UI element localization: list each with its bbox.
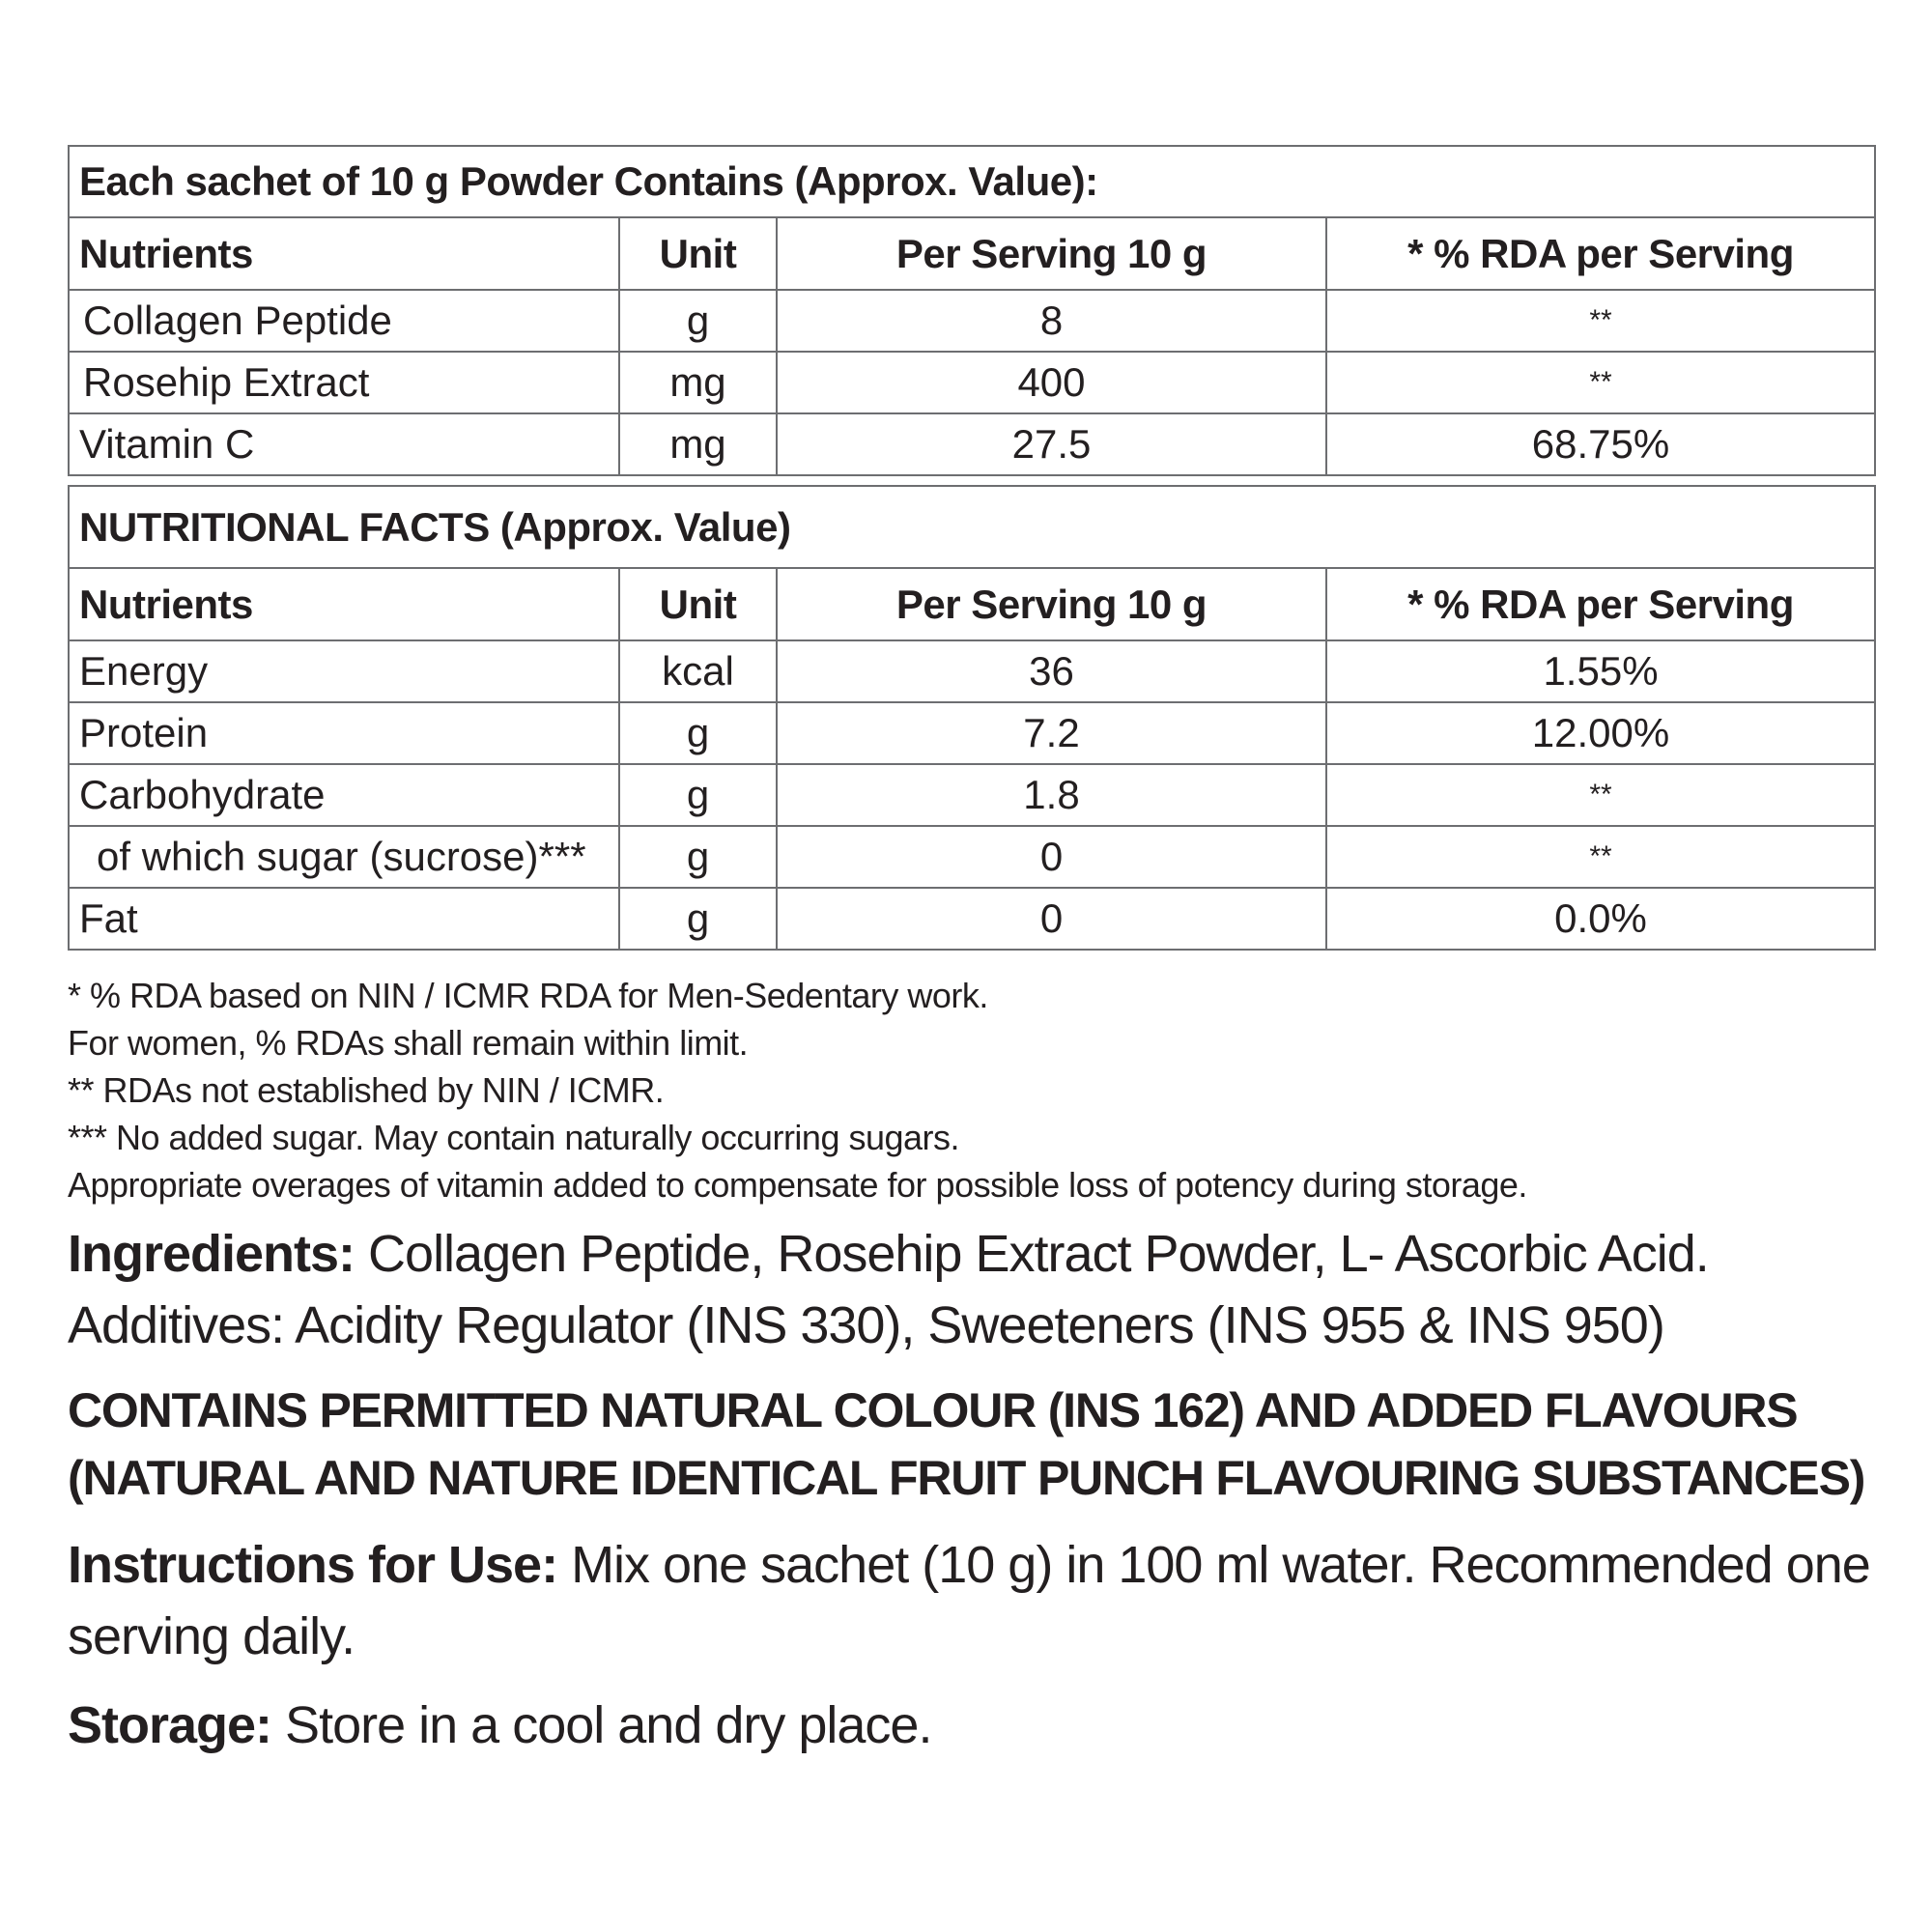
- instructions-label: Instructions for Use:: [68, 1536, 558, 1594]
- instructions-text: Mix one sachet (10 g) in 100 ml water. Recommended one serving daily.: [68, 1536, 1870, 1665]
- sachet-contents-title: Each sachet of 10 g Powder Contains (Approx. Value):: [69, 146, 1875, 217]
- table-row: [69, 826, 1875, 888]
- col-header-unit: Unit: [619, 568, 777, 640]
- footnote-rda-basis: * % RDA based on NIN / ICMR RDA for Men-Sedentary work.: [68, 976, 988, 1015]
- nutrient-rda: **: [1326, 764, 1875, 826]
- nutrient-name: Carbohydrate: [69, 764, 619, 826]
- footnote-no-added-sugar: *** No added sugar. May contain naturally occurring sugars.: [68, 1118, 960, 1157]
- instructions-section: [68, 1529, 1932, 1672]
- additives-text: Additives: Acidity Regulator (INS 330), Sweeteners (INS 955 & INS 950): [68, 1296, 1664, 1354]
- table-row: [69, 702, 1875, 764]
- nutrient-rda: 68.75%: [1326, 413, 1875, 475]
- nutrient-amount: 36: [777, 640, 1326, 702]
- nutrient-amount: 27.5: [777, 413, 1326, 475]
- storage-section: [68, 1690, 1874, 1761]
- nutrient-name: of which sugar (sucrose)***: [69, 826, 619, 888]
- colour-flavour-statement: [68, 1377, 1874, 1512]
- nutrient-rda: **: [1326, 290, 1875, 352]
- nutrient-name: Rosehip Extract: [69, 352, 619, 413]
- colour-statement-line1: CONTAINS PERMITTED NATURAL COLOUR (INS 162) AND ADDED FLAVOURS: [68, 1383, 1798, 1437]
- label-content: [68, 145, 1874, 1761]
- sachet-contents-table: [68, 145, 1876, 476]
- col-header-unit: Unit: [619, 217, 777, 290]
- footnote-overages: Appropriate overages of vitamin added to compensate for possible loss of potency during storage.: [68, 1165, 1527, 1205]
- table-row: [69, 352, 1875, 413]
- nutrient-amount: 7.2: [777, 702, 1326, 764]
- nutrient-amount: 0: [777, 826, 1326, 888]
- nutrient-name: Energy: [69, 640, 619, 702]
- col-header-rda: * % RDA per Serving: [1326, 217, 1875, 290]
- nutrient-amount: 8: [777, 290, 1326, 352]
- footnote-rda-not-established: ** RDAs not established by NIN / ICMR.: [68, 1070, 665, 1110]
- nutrient-name: Fat: [69, 888, 619, 950]
- nutrient-unit: kcal: [619, 640, 777, 702]
- col-header-rda: * % RDA per Serving: [1326, 568, 1875, 640]
- colour-statement-line2: (NATURAL AND NATURE IDENTICAL FRUIT PUNCH FLAVOURING SUBSTANCES): [68, 1451, 1865, 1505]
- col-header-nutrients: Nutrients: [69, 568, 619, 640]
- nutrient-unit: g: [619, 888, 777, 950]
- nutrient-amount: 400: [777, 352, 1326, 413]
- table-row: [69, 290, 1875, 352]
- col-header-per-serving: Per Serving 10 g: [777, 217, 1326, 290]
- nutrient-unit: g: [619, 290, 777, 352]
- nutrient-rda: 1.55%: [1326, 640, 1875, 702]
- storage-label: Storage:: [68, 1696, 272, 1754]
- footnote-women: For women, % RDAs shall remain within limit.: [68, 1023, 749, 1063]
- nutritional-facts-table: [68, 485, 1876, 951]
- nutritional-facts-title: NUTRITIONAL FACTS (Approx. Value): [69, 486, 1875, 568]
- footnotes: [68, 972, 1874, 1208]
- nutrient-rda: 0.0%: [1326, 888, 1875, 950]
- nutrient-amount: 0: [777, 888, 1326, 950]
- nutrient-unit: mg: [619, 413, 777, 475]
- nutrient-unit: mg: [619, 352, 777, 413]
- col-header-nutrients: Nutrients: [69, 217, 619, 290]
- table-row: [69, 764, 1875, 826]
- table-row: [69, 888, 1875, 950]
- nutrient-rda: 12.00%: [1326, 702, 1875, 764]
- storage-text: Store in a cool and dry place.: [271, 1696, 932, 1754]
- nutrient-rda: **: [1326, 352, 1875, 413]
- nutrient-name: Vitamin C: [69, 413, 619, 475]
- table-row: [69, 640, 1875, 702]
- ingredients-label: Ingredients:: [68, 1225, 355, 1283]
- nutrient-unit: g: [619, 826, 777, 888]
- table-row: [69, 413, 1875, 475]
- nutrient-unit: g: [619, 702, 777, 764]
- nutrient-unit: g: [619, 764, 777, 826]
- ingredients-section: [68, 1218, 1874, 1361]
- nutrient-name: Collagen Peptide: [69, 290, 619, 352]
- col-header-per-serving: Per Serving 10 g: [777, 568, 1326, 640]
- ingredients-text: Collagen Peptide, Rosehip Extract Powder, L- Ascorbic Acid.: [355, 1225, 1709, 1283]
- nutrient-rda: **: [1326, 826, 1875, 888]
- nutrient-amount: 1.8: [777, 764, 1326, 826]
- nutrient-name: Protein: [69, 702, 619, 764]
